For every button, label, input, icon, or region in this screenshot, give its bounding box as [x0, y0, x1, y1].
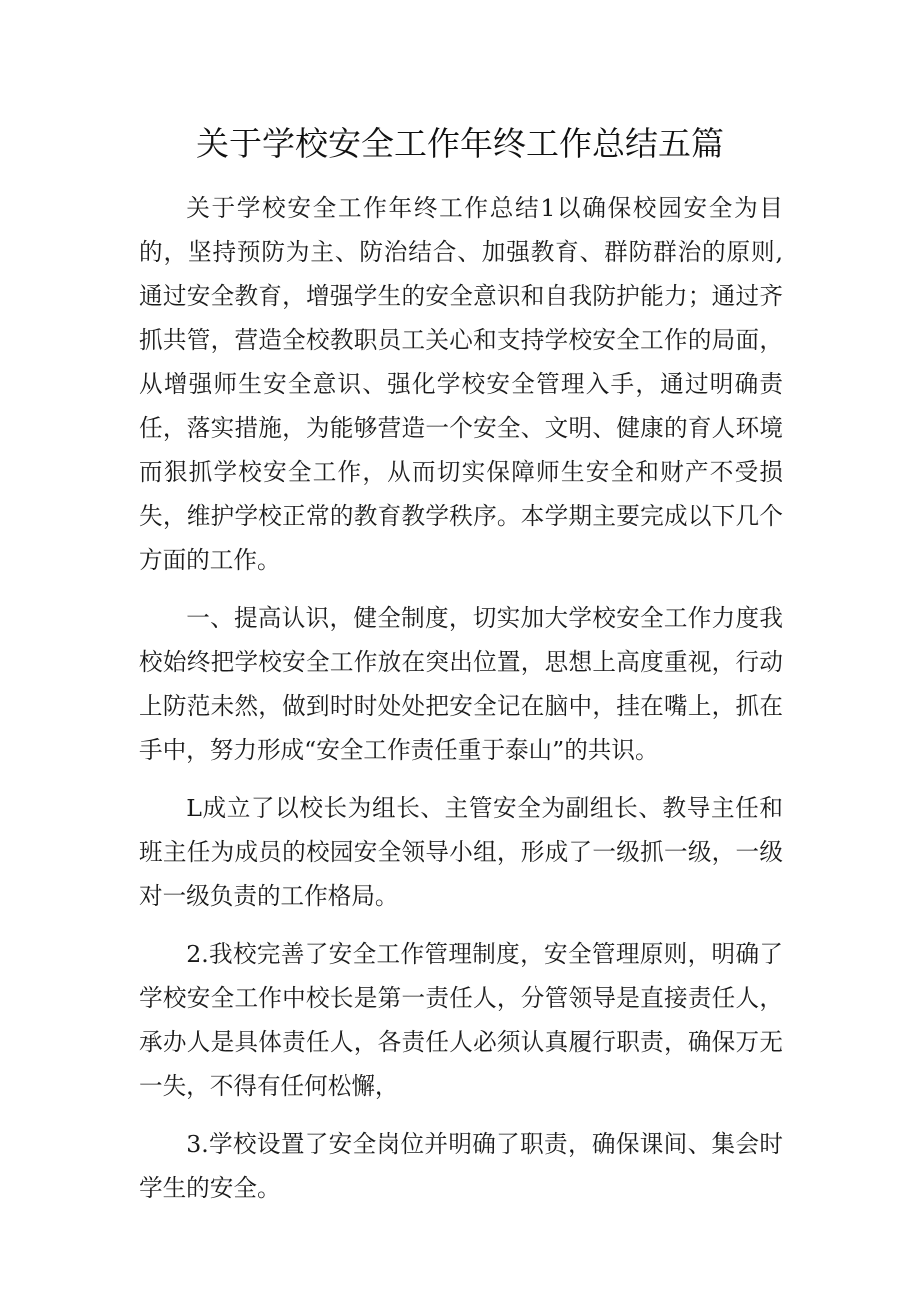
paragraph-item-3: 3.学校设置了安全岗位并明确了职责，确保课间、集会时学生的安全。 — [139, 1130, 783, 1202]
paragraph-item-1: L成立了以校长为组长、主管安全为副组长、教导主任和班主任为成员的校园安全领导小组，形成了一级抓一级，一级对一级负责的工作格局。 — [139, 794, 783, 910]
document-title: 关于学校安全工作年终工作总结五篇 — [196, 124, 724, 163]
paragraph-intro: 关于学校安全工作年终工作总结1以确保校园安全为目的，坚持预防为主、防治结合、加强教育、群防群治的原则,通过安全教育，增强学生的安全意识和自我防护能力；通过齐抓共管，营造全校教职员工关心和支持学校安全工作的局面，从增强师生安全意识、强化学校安全管理入手，通过明确责任，落实措施，为能够营造一个安全、文明、健康的育人环境而狠抓学校安全工作，从而切实保障师生安全和财产不受损失，维护学校正常的教育教学秩序。本学期主要完成以下几个方面的工作。 — [139, 194, 783, 574]
document-body — [139, 186, 783, 1224]
paragraph-section-one: 一、提高认识，健全制度，切实加大学校安全工作力度我校始终把学校安全工作放在突出位置，思想上高度重视，行动上防范未然，做到时时处处把安全记在脑中，挂在嘴上，抓在手中，努力形成“安全工作责任重于泰山”的共识。 — [139, 604, 783, 764]
paragraph-item-2: 2.我校完善了安全工作管理制度，安全管理原则，明确了学校安全工作中校长是第一责任人，分管领导是直接责任人，承办人是具体责任人，各责任人必须认真履行职责，确保万无一失，不得有任何松懈， — [139, 940, 783, 1100]
